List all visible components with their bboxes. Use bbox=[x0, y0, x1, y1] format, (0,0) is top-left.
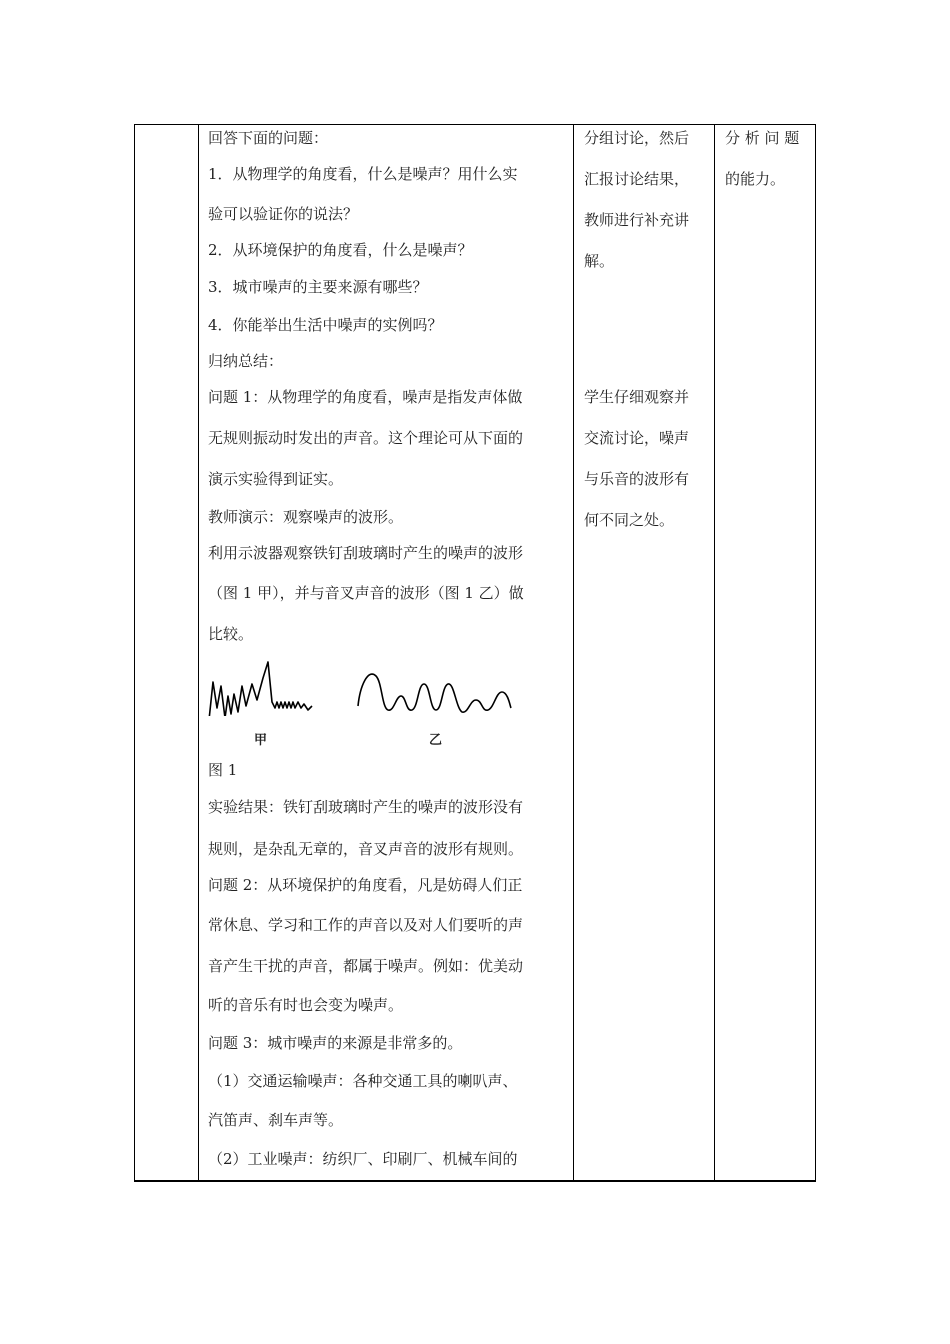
text-line: 实验结果：铁钉刮玻璃时产生的噪声的波形没有 bbox=[208, 798, 524, 816]
text-line: （1）交通运输噪声：各种交通工具的喇叭声、 bbox=[208, 1072, 518, 1090]
text-line: 利用示波器观察铁钉刮玻璃时产生的噪声的波形 bbox=[208, 544, 524, 562]
text-line: 常休息、学习和工作的声音以及对人们要听的声 bbox=[208, 916, 524, 934]
figure-label-jia: 甲 bbox=[254, 733, 268, 748]
text-line: 1．从物理学的角度看，什么是噪声？用什么实 bbox=[208, 165, 518, 183]
text-line: 听的音乐有时也会变为噪声。 bbox=[208, 996, 404, 1014]
text-line: 3．城市噪声的主要来源有哪些？ bbox=[208, 278, 428, 296]
text-line: 问题 3：城市噪声的来源是非常多的。 bbox=[208, 1034, 463, 1052]
table-border-col0 bbox=[134, 124, 135, 1181]
text-line: 与乐音的波形有 bbox=[584, 470, 690, 488]
text-line: 4．你能举出生活中噪声的实例吗？ bbox=[208, 316, 443, 334]
figure-caption: 图 1 bbox=[208, 761, 238, 779]
text-line: 解。 bbox=[584, 252, 615, 270]
text-line: （图 1 甲），并与音叉声音的波形（图 1 乙）做 bbox=[208, 584, 524, 602]
text-line: 验可以验证你的说法？ bbox=[208, 205, 359, 223]
text-line: 演示实验得到证实。 bbox=[208, 470, 344, 488]
table-border-col3 bbox=[714, 124, 715, 1181]
text-line: 汽笛声、刹车声等。 bbox=[208, 1111, 344, 1129]
text-line: 无规则振动时发出的声音。这个理论可从下面的 bbox=[208, 429, 524, 447]
text-line: 分 析 问 题 bbox=[725, 129, 800, 147]
text-line: 比较。 bbox=[208, 625, 254, 643]
text-line: 汇报讨论结果， bbox=[584, 170, 690, 188]
text-line: 归纳总结： bbox=[208, 352, 284, 370]
table-border-col1 bbox=[198, 124, 199, 1181]
tuning-fork-waveform bbox=[358, 674, 511, 712]
main-content-cell bbox=[208, 0, 570, 1180]
text-line: 交流讨论，噪声 bbox=[584, 429, 690, 447]
text-line: 问题 2：从环境保护的角度看，凡是妨碍人们正 bbox=[208, 876, 523, 894]
waveform-figure bbox=[208, 656, 528, 716]
text-line: 音产生干扰的声音，都属于噪声。例如：优美动 bbox=[208, 957, 524, 975]
text-line: 规则，是杂乱无章的，音叉声音的波形有规则。 bbox=[208, 840, 524, 858]
text-line: 何不同之处。 bbox=[584, 511, 675, 529]
text-line: 分组讨论，然后 bbox=[584, 129, 690, 147]
design-intent-cell bbox=[725, 0, 813, 1180]
text-line: 教师进行补充讲 bbox=[584, 211, 690, 229]
table-border-col4 bbox=[815, 124, 816, 1181]
text-line: 教师演示：观察噪声的波形。 bbox=[208, 508, 404, 526]
figure-label-yi: 乙 bbox=[429, 733, 443, 748]
text-line: 问题 1：从物理学的角度看，噪声是指发声体做 bbox=[208, 388, 523, 406]
noise-waveform bbox=[209, 662, 312, 716]
table-border-col2 bbox=[573, 124, 574, 1181]
text-line: 回答下面的问题： bbox=[208, 129, 329, 147]
text-line: （2）工业噪声：纺织厂、印刷厂、机械车间的 bbox=[208, 1150, 518, 1168]
student-activity-cell bbox=[584, 0, 712, 1180]
text-line: 2．从环境保护的角度看，什么是噪声？ bbox=[208, 241, 473, 259]
text-line: 的能力。 bbox=[725, 170, 786, 188]
text-line: 学生仔细观察并 bbox=[584, 388, 690, 406]
